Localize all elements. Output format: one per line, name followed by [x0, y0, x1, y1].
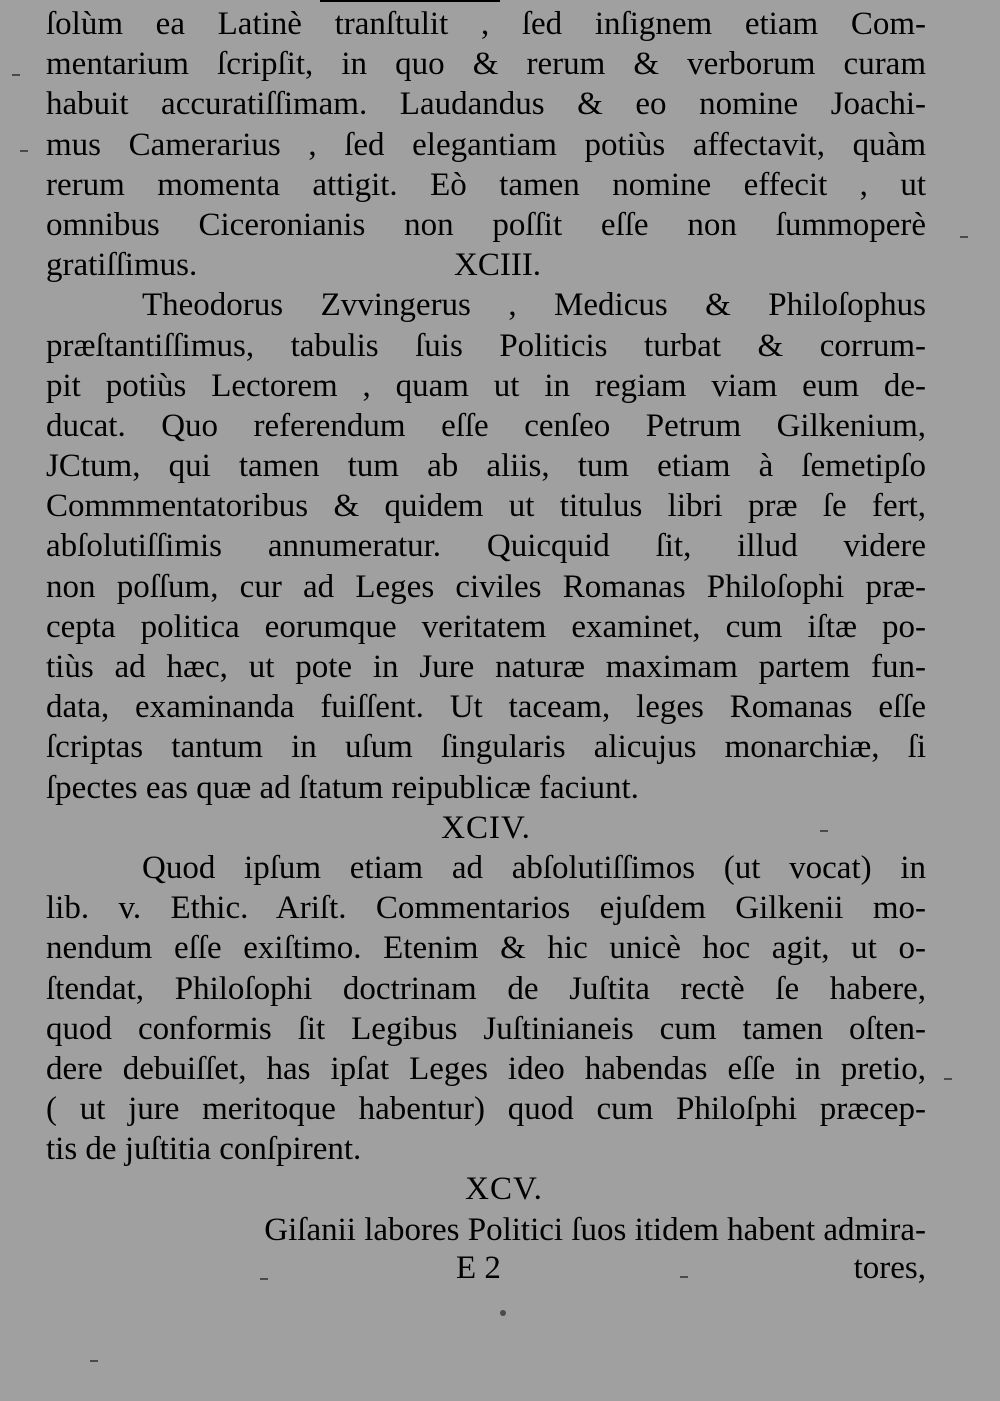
scan-speck: [20, 150, 28, 152]
text-line: ſcriptas tantum in uſum ſingularis alicujus monarchiæ, ſi: [46, 729, 926, 766]
text-line: dere debuiſſet, has ipſat Leges ideo habendas eſſe in pretio,: [46, 1050, 926, 1087]
text-line: tis de juſtitia conſpirent.: [46, 1131, 362, 1168]
text-line: nendum eſſe exiſtimo. Etenim & hic unicè hoc agit, ut o-: [46, 930, 926, 967]
text-line: omnibus Ciceronianis non poſſit eſſe non ſummoperè: [46, 206, 926, 243]
text-line: præſtantiſſimus, tabulis ſuis Politicis turbat & corrum-: [46, 327, 926, 364]
paragraph-first-line: Giſanii labores Politici ſuos itidem habent admira-: [264, 1211, 926, 1248]
text-line: cepta politica eorumque veritatem examinet, cum iſtæ po-: [46, 608, 926, 645]
signature-mark: E 2: [456, 1250, 501, 1286]
top-rule: [320, 0, 500, 2]
text-block: [46, 4, 926, 1250]
scan-speck: [680, 1276, 688, 1278]
text-line: Commmentatoribus & quidem ut titulus libri præ ſe fert,: [46, 488, 926, 525]
text-line: ſtendat, Philoſophi doctrinam de Juſtita rectè ſe habere,: [46, 970, 926, 1007]
scan-speck: [500, 1310, 506, 1316]
text-line: pit potiùs Lectorem , quam ut in regiam viam eum de-: [46, 367, 926, 404]
section-heading-xciii: XCIII.: [454, 247, 542, 284]
text-line: ſpectes eas quæ ad ſtatum reipublicæ faciunt.: [46, 769, 639, 806]
text-line: data, examinanda fuiſſent. Ut taceam, leges Romanas eſſe: [46, 689, 926, 726]
section-heading-xcv: XCV.: [465, 1171, 543, 1208]
text-line: [46, 245, 926, 285]
scan-speck: [260, 1278, 268, 1280]
section-heading-xciv: XCIV.: [441, 809, 531, 846]
text-line: ducat. Quo referendum eſſe cenſeo Petrum Gilkenium,: [46, 407, 926, 444]
page-footer: [46, 1248, 926, 1288]
text-line: lib. v. Ethic. Ariſt. Commentarios ejuſdem Gilkenii mo-: [46, 890, 926, 927]
scan-speck: [820, 830, 828, 832]
text-line: quod conformis ſit Legibus Juſtinianeis cum tamen oſten-: [46, 1010, 926, 1047]
text-line: rerum momenta attigit. Eò tamen nomine effecit , ut: [46, 166, 926, 203]
text-line: mentarium ſcripſit, in quo & rerum & verborum curam: [46, 46, 926, 83]
catchword: tores,: [853, 1250, 926, 1286]
text-line: ( ut jure meritoque habentur) quod cum Philoſphi præcep-: [46, 1091, 926, 1128]
text-line: abſolutiſſimis annumeratur. Quicquid ſit, illud videre: [46, 528, 926, 565]
scan-speck: [960, 236, 968, 238]
text-line: JCtum, qui tamen tum ab aliis, tum etiam à ſemetipſo: [46, 448, 926, 485]
scan-speck: [944, 1078, 952, 1080]
text-line: mus Camerarius , ſed elegantiam potiùs affectavit, quàm: [46, 126, 926, 163]
text-line: non poſſum, cur ad Leges civiles Romanas Philoſophi præ-: [46, 568, 926, 605]
scan-speck: [90, 1360, 98, 1362]
paragraph-first-line: Theodorus Zvvingerus , Medicus & Philoſophus: [142, 287, 926, 324]
text-line: habuit accuratiſſimam. Laudandus & eo nomine Joachi-: [46, 86, 926, 123]
text-line: ſolùm ea Latinè tranſtulit , ſed inſignem etiam Com-: [46, 6, 926, 42]
scan-speck: [12, 74, 20, 76]
paragraph-first-line: Quod ipſum etiam ad abſolutiſſimos (ut vocat) in: [142, 849, 926, 886]
text-line-content: gratiſſimus.: [46, 247, 198, 284]
text-line: tiùs ad hæc, ut pote in Jure naturæ maximam partem fun-: [46, 649, 926, 685]
